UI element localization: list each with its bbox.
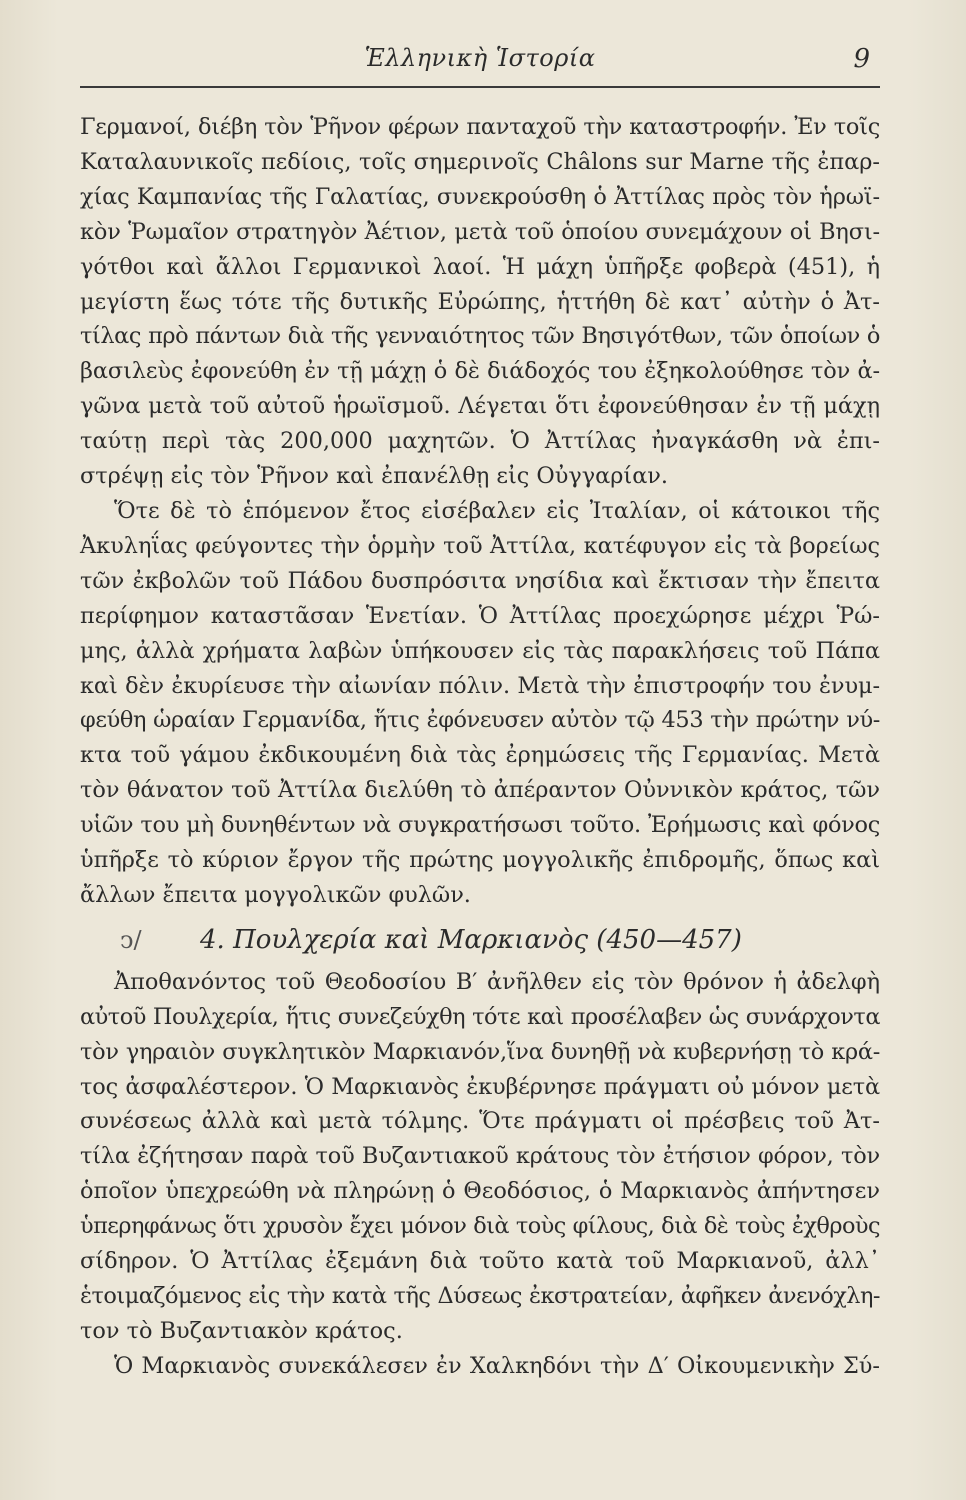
- text-line: τὸν θάνατον τοῦ Ἀττίλα διελύθη τὸ ἀπέραντον Οὐννικὸν κράτος, τῶν: [80, 777, 880, 804]
- text-line: περίφημον καταστᾶσαν Ἑνετίαν. Ὁ Ἀττίλας προεχώρησε μέχρι Ῥώ-: [80, 602, 880, 629]
- text-line: φεύθη ὡραίαν Γερμανίδα, ἥτις ἐφόνευσεν αὐτὸν τῷ 453 τὴν πρώτην νύ-: [80, 707, 880, 734]
- text-line: τίλας πρὸ πάντων διὰ τῆς γενναιότητος τῶν Βησιγότθων, τῶν ὁποίων ὁ: [80, 323, 880, 350]
- text-line: τῶν ἐκβολῶν τοῦ Πάδου δυσπρόσιτα νησίδια καὶ ἔκτισαν τὴν ἔπειτα: [80, 567, 880, 594]
- text-line: σίδηρον. Ὁ Ἀττίλας ἐξεμάνη διὰ τοῦτο κατὰ τοῦ Μαρκιανοῦ, ἀλλ᾿: [80, 1248, 880, 1275]
- running-title: Ἑλληνικὴ Ἱστορία: [364, 44, 596, 72]
- page-header: [80, 44, 880, 80]
- text-line: Ἀποθανόντος τοῦ Θεοδοσίου Β′ ἀνῆλθεν εἰς τὸν θρόνον ἡ ἀδελφὴ: [114, 968, 880, 995]
- text-line: γῶνα μετὰ τοῦ αὐτοῦ ἡρωϊσμοῦ. Λέγεται ὅτι ἐφονεύθησαν ἐν τῇ μάχῃ: [80, 393, 880, 420]
- text-line: τὸν γηραιὸν συγκλητικὸν Μαρκιανόν,ἵνα δυνηθῇ νὰ κυβερνήσῃ τὸ κρά-: [80, 1038, 880, 1065]
- paragraph-3: [80, 965, 880, 1349]
- page-number: 9: [853, 44, 870, 74]
- paragraph-4: [80, 1349, 880, 1384]
- section-heading-text: 4. Πουλχερία καὶ Μαρκιανὸς (450—457): [200, 924, 742, 955]
- text-line: ὁποῖον ὑπεχρεώθη νὰ πληρώνῃ ὁ Θεοδόσιος, ὁ Μαρκιανὸς ἀπήντησεν: [80, 1178, 880, 1205]
- text-line: Ἀκυληΐας φεύγοντες τὴν ὁρμὴν τοῦ Ἀττίλα, κατέφυγον εἰς τὰ βορείως: [80, 532, 880, 559]
- text-line: Γερμανοί, διέβη τὸν Ῥῆνον φέρων πανταχοῦ τὴν καταστροφήν. Ἐν τοῖς: [80, 114, 880, 140]
- section-heading: [80, 919, 880, 961]
- text-line: μεγίστη ἕως τότε τῆς δυτικῆς Εὐρώπης, ἡττήθη δὲ κατ᾿ αὐτὴν ὁ Ἀτ-: [80, 288, 880, 315]
- text-line: Ὁ Μαρκιανὸς συνεκάλεσεν ἐν Χαλκηδόνι τὴν Δ′ Οἰκουμενικὴν Σύ-: [114, 1352, 880, 1379]
- text-line: κτα τοῦ γάμου ἐκδικουμένη διὰ τὰς ἐρημώσεις τῆς Γερμανίας. Μετὰ: [80, 742, 880, 769]
- text-line: αὐτοῦ Πουλχερία, ἥτις συνεζεύχθη τότε καὶ προσέλαβεν ὡς συνάρχοντα: [80, 1003, 880, 1030]
- text-line: ἑτοιμαζόμενος εἰς τὴν κατὰ τῆς Δύσεως ἐκστρατείαν, ἀφῆκεν ἀνενόχλη-: [80, 1283, 880, 1309]
- text-line: ἄλλων ἔπειτα μογγολικῶν φυλῶν.: [80, 881, 471, 908]
- margin-annotation: ↄ/: [120, 925, 142, 954]
- text-line: συνέσεως ἀλλὰ καὶ μετὰ τόλμης. Ὅτε πράγματι οἱ πρέσβεις τοῦ Ἀτ-: [80, 1108, 880, 1135]
- text-line: Ὅτε δὲ τὸ ἑπόμενον ἔτος εἰσέβαλεν εἰς Ἰταλίαν, οἱ κάτοικοι τῆς: [114, 497, 880, 524]
- text-line: μης, ἀλλὰ χρήματα λαβὼν ὑπήκουσεν εἰς τὰς παρακλήσεις τοῦ Πάπα: [80, 637, 880, 664]
- text-line: υἱῶν του μὴ δυνηθέντων νὰ συγκρατήσωσι τοῦτο. Ἐρήμωσις καὶ φόνος: [80, 812, 880, 839]
- page-body: [80, 110, 880, 1384]
- text-line: κὸν Ῥωμαῖον στρατηγὸν Ἀέτιον, μετὰ τοῦ ὁποίου συνεμάχουν οἱ Βησι-: [80, 218, 880, 245]
- text-line: τίλα ἐζήτησαν παρὰ τοῦ Βυζαντιακοῦ κράτους τὸν ἐτήσιον φόρον, τὸν: [80, 1143, 880, 1170]
- text-line: στρέψῃ εἰς τὸν Ῥῆνον καὶ ἐπανέλθῃ εἰς Οὐγγαρίαν.: [80, 463, 669, 490]
- paragraph-1: [80, 110, 880, 494]
- text-line: ὑπῆρξε τὸ κύριον ἔργον τῆς πρώτης μογγολικῆς ἐπιδρομῆς, ὅπως καὶ: [80, 847, 880, 874]
- text-line: Καταλαυνικοῖς πεδίοις, τοῖς σημερινοῖς Châlons sur Marne τῆς ἐπαρ-: [80, 148, 880, 175]
- text-line: ὑπερηφάνως ὅτι χρυσὸν ἔχει μόνον διὰ τοὺς φίλους, διὰ δὲ τοὺς ἐχθροὺς: [80, 1213, 880, 1240]
- text-line: τον τὸ Βυζαντιακὸν κράτος.: [80, 1317, 403, 1344]
- paragraph-2: [80, 494, 880, 913]
- text-line: καὶ δὲν ἐκυρίευσε τὴν αἰωνίαν πόλιν. Μετὰ τὴν ἐπιστροφήν του ἐνυμ-: [80, 672, 880, 699]
- text-line: ταύτῃ περὶ τὰς 200,000 μαχητῶν. Ὁ Ἀττίλας ἠναγκάσθη νὰ ἐπι-: [80, 428, 880, 455]
- header-rule: [80, 86, 880, 88]
- text-line: γότθοι καὶ ἄλλοι Γερμανικοὶ λαοί. Ἡ μάχη ὑπῆρξε φοβερὰ (451), ἡ: [80, 253, 880, 280]
- text-line: χίας Καμπανίας τῆς Γαλατίας, συνεκρούσθη ὁ Ἀττίλας πρὸς τὸν ἡρωϊ-: [80, 183, 880, 210]
- text-line: βασιλεὺς ἐφονεύθη ἐν τῇ μάχῃ ὁ δὲ διάδοχός του ἐξηκολούθησε τὸν ἀ-: [80, 358, 880, 385]
- text-line: τος ἀσφαλέστερον. Ὁ Μαρκιανὸς ἐκυβέρνησε πράγματι οὐ μόνον μετὰ: [80, 1073, 880, 1100]
